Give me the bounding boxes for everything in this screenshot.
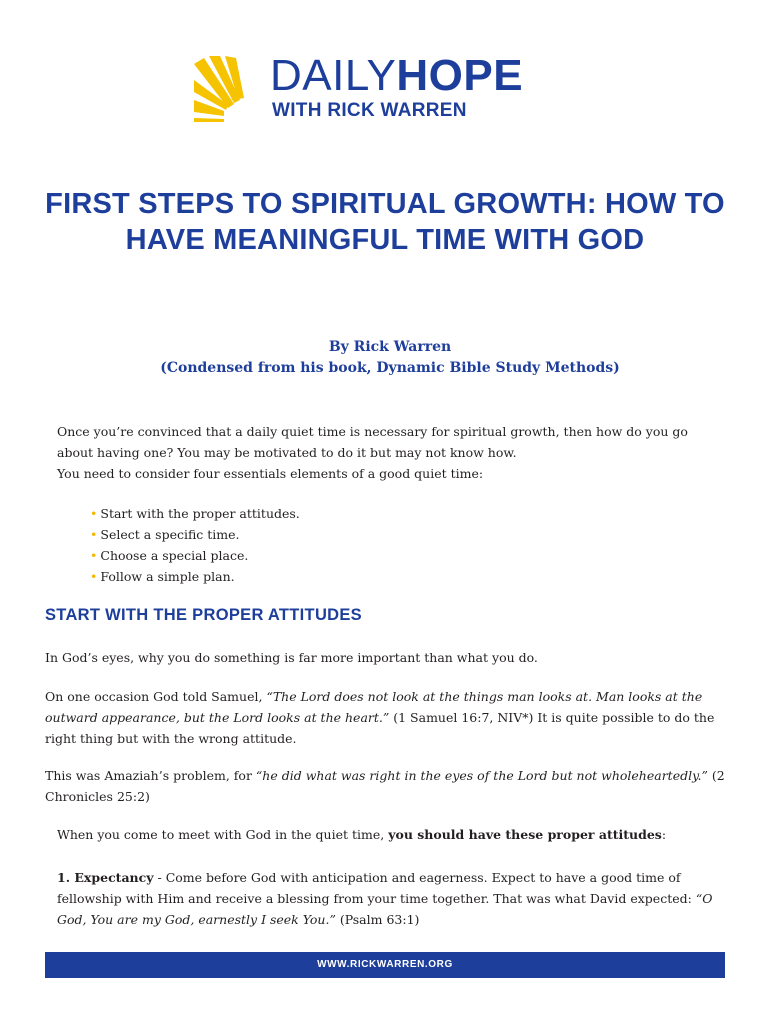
paragraph-text: (2 Chronicles 25:2): [45, 768, 725, 804]
footer-url: WWW.RICKWARREN.ORG: [317, 959, 453, 970]
logo-wordmark-daily: DAILY: [270, 51, 397, 100]
scripture-quote: “The Lord does not look at the things man looks at. Man looks at the outward appearance, but the Lord looks at the heart.”: [45, 689, 703, 725]
page-title: FIRST STEPS TO SPIRITUAL GROWTH: HOW TO HAVE MEANINGFUL TIME WITH GOD: [45, 188, 725, 256]
byline: [40, 337, 740, 379]
intro-line-2: You need to consider four essentials elements of a good quiet time:: [57, 466, 484, 481]
logo-tagline: WITH RICK WARREN: [272, 100, 467, 121]
paragraph-proper-attitudes: [57, 824, 727, 845]
paragraph-text: This was Amaziah’s problem, for: [45, 768, 256, 783]
bullet-icon: •: [90, 569, 98, 584]
byline-source: (Condensed from his book, Dynamic Bible Study Methods): [160, 360, 620, 376]
paragraph-expectancy: [57, 867, 727, 930]
point-heading: 1. Expectancy: [57, 870, 154, 885]
paragraph-samuel: [45, 686, 725, 749]
list-item: [90, 503, 300, 524]
paragraph-text: (Psalm 63:1): [335, 912, 420, 927]
emphasis-text: you should have these proper attitudes: [388, 827, 662, 842]
list-item: [90, 524, 300, 545]
daily-hope-logo: [194, 51, 584, 124]
paragraph-gods-eyes: In God’s eyes, why you do something is far more important than what you do.: [45, 650, 538, 665]
list-item-text: Select a specific time.: [100, 527, 240, 542]
footer-bar: [45, 952, 725, 978]
bullet-icon: •: [90, 548, 98, 563]
intro-line-1: Once you’re convinced that a daily quiet time is necessary for spiritual growth, then how do you go about having one? You may be motivated to do it but may not know how.: [57, 424, 688, 460]
paragraph-text: - Come before God with anticipation and eagerness. Expect to have a good time of fellowship with Him and receive a blessing from your time together. That was what David expected:: [57, 870, 696, 906]
list-item: [90, 545, 300, 566]
sunburst-logo-icon: [194, 56, 264, 122]
list-item-text: Start with the proper attitudes.: [100, 506, 300, 521]
bullet-icon: •: [90, 527, 98, 542]
logo-wordmark-hope: HOPE: [396, 51, 524, 100]
scripture-quote: “he did what was right in the eyes of the Lord but not wholeheartedly.”: [255, 768, 708, 783]
paragraph-amaziah: [45, 765, 725, 807]
bullet-icon: •: [90, 506, 98, 521]
list-item-text: Follow a simple plan.: [100, 569, 235, 584]
scripture-quote: “O God, You are my God, earnestly I seek You.”: [57, 891, 713, 927]
paragraph-text: When you come to meet with God in the quiet time,: [57, 827, 389, 842]
section-heading: START WITH THE PROPER ATTITUDES: [45, 606, 362, 624]
paragraph-text: (1 Samuel 16:7, NIV*) It is quite possible to do the right thing but with the wrong attitude.: [45, 710, 715, 746]
logo-wordmark: [270, 51, 524, 100]
list-item-text: Choose a special place.: [100, 548, 249, 563]
list-item: [90, 566, 300, 587]
byline-author: By Rick Warren: [328, 339, 452, 355]
intro-paragraph: [57, 421, 717, 484]
essentials-list: [90, 503, 300, 587]
paragraph-text: On one occasion God told Samuel,: [45, 689, 267, 704]
paragraph-text: :: [661, 827, 667, 842]
